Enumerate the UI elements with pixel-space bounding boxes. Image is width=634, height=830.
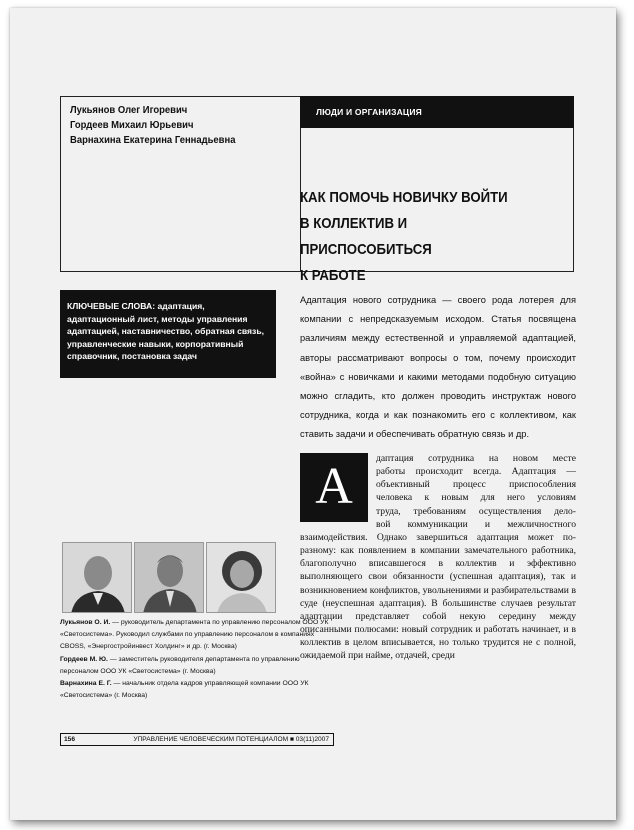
body-line: работы происходит всегда. Адаптация — — [376, 466, 576, 478]
author-name: Гордеев Михаил Юрьевич — [70, 119, 194, 131]
body-text-beside-dropcap — [376, 452, 576, 531]
keywords-label: КЛЮЧЕВЫЕ СЛОВА: — [67, 301, 156, 311]
title-line: В КОЛЛЕКТИВ И ПРИСПОСОБИТЬСЯ — [300, 215, 432, 258]
body-line: вой коммуникации и межличностного — [376, 518, 576, 530]
author-name: Варнахина Екатерина Геннадьевна — [70, 134, 236, 146]
author-photo-gordeev — [134, 542, 204, 613]
bio-text: — начальник отдела кадров управляющей компании ООО УК «Светосистема» (г. Москва) — [60, 680, 309, 700]
title-line: КАК ПОМОЧЬ НОВИЧКУ ВОЙТИ — [300, 189, 508, 206]
keywords-box — [60, 290, 276, 378]
body-line: даптация сотрудника на новом месте — [376, 453, 576, 464]
body-paragraph: взаимодействия. Однако завершиться адаптация может по-разному: как появлением в компании замечательного работника, благополучно вписавшегося в коллектив и эффективно выполняющего свои обязанности (успешная адаптация), так и возникновением конфликтов, увольнениями и разбирательствами в суде (неуспешная адаптация). В большинстве случаев результат адаптации представляет собой некую середину между описанными полюсами: новый сотрудник и работать начинает, и в коллектив в целом вписывается, но только трудится не с полной, ожидаемой при найме, отдачей, среди — [300, 532, 576, 662]
body-text — [300, 531, 576, 663]
author-list — [70, 103, 235, 148]
bio-name: Гордеев М. Ю. — [60, 655, 108, 663]
author-bio — [60, 678, 334, 702]
dropcap — [300, 453, 368, 522]
page-footer — [60, 734, 334, 746]
keywords-text: адаптация, адаптационный лист, методы управления адаптацией, наставничество, обратная связь, управленческие навыки, корпоративный справочник, постановка задач — [67, 301, 265, 361]
body-line: человека к новым для него условиям — [376, 492, 576, 504]
author-bio — [60, 617, 334, 654]
bio-name: Лукьянов О. И. — [60, 619, 111, 626]
dropcap-letter: А — [315, 458, 353, 515]
section-label: ЛЮДИ И ОРГАНИЗАЦИЯ — [316, 107, 422, 117]
author-name: Лукьянов Олег Игоревич — [70, 104, 188, 116]
author-bios — [60, 617, 334, 702]
bio-text: — заместитель руководителя департамента по управлению персоналом ООО УК «Светосистема» (г. Москва) — [60, 655, 300, 675]
author-photo-lukyanov — [62, 542, 132, 613]
body-line: труда, требованиям осуществления дело- — [376, 505, 576, 517]
title-line: К РАБОТЕ — [300, 267, 366, 284]
body-line: объективный процесс приспособления — [376, 479, 576, 491]
bio-text: — руководитель департамента по управлению персоналом ООО УК «Светосистема». Руководил службами по управлению персоналом в компаниях CBOSS, «Энергостройинвест Холдинг» и др. (г. Москва) — [60, 619, 329, 651]
article-title — [300, 185, 529, 289]
abstract: Адаптация нового сотрудника — своего рода лотерея для компании с непредсказуемым исходом. Статья посвящена различиям между естественной и управляемой адаптацией, авторы рассматривают вопросы о том, почему происходит «война» с новичками и какими методами подобную ситуацию можно сгладить, кто должен проводить инструктаж нового сотрудника, когда и как познакомить его с коллективом, как ставить задачи и обеспечивать обратную связь и др. — [300, 295, 576, 440]
author-bio — [60, 654, 334, 678]
journal-name: УПРАВЛЕНИЕ ЧЕЛОВЕЧЕСКИМ ПОТЕНЦИАЛОМ ■ 03(11)2007 — [133, 736, 329, 743]
page-number: 156 — [64, 736, 76, 743]
author-photo-varnakhina — [206, 542, 276, 613]
bio-name: Варнахина Е. Г. — [60, 680, 112, 688]
section-label-bar — [300, 96, 574, 128]
